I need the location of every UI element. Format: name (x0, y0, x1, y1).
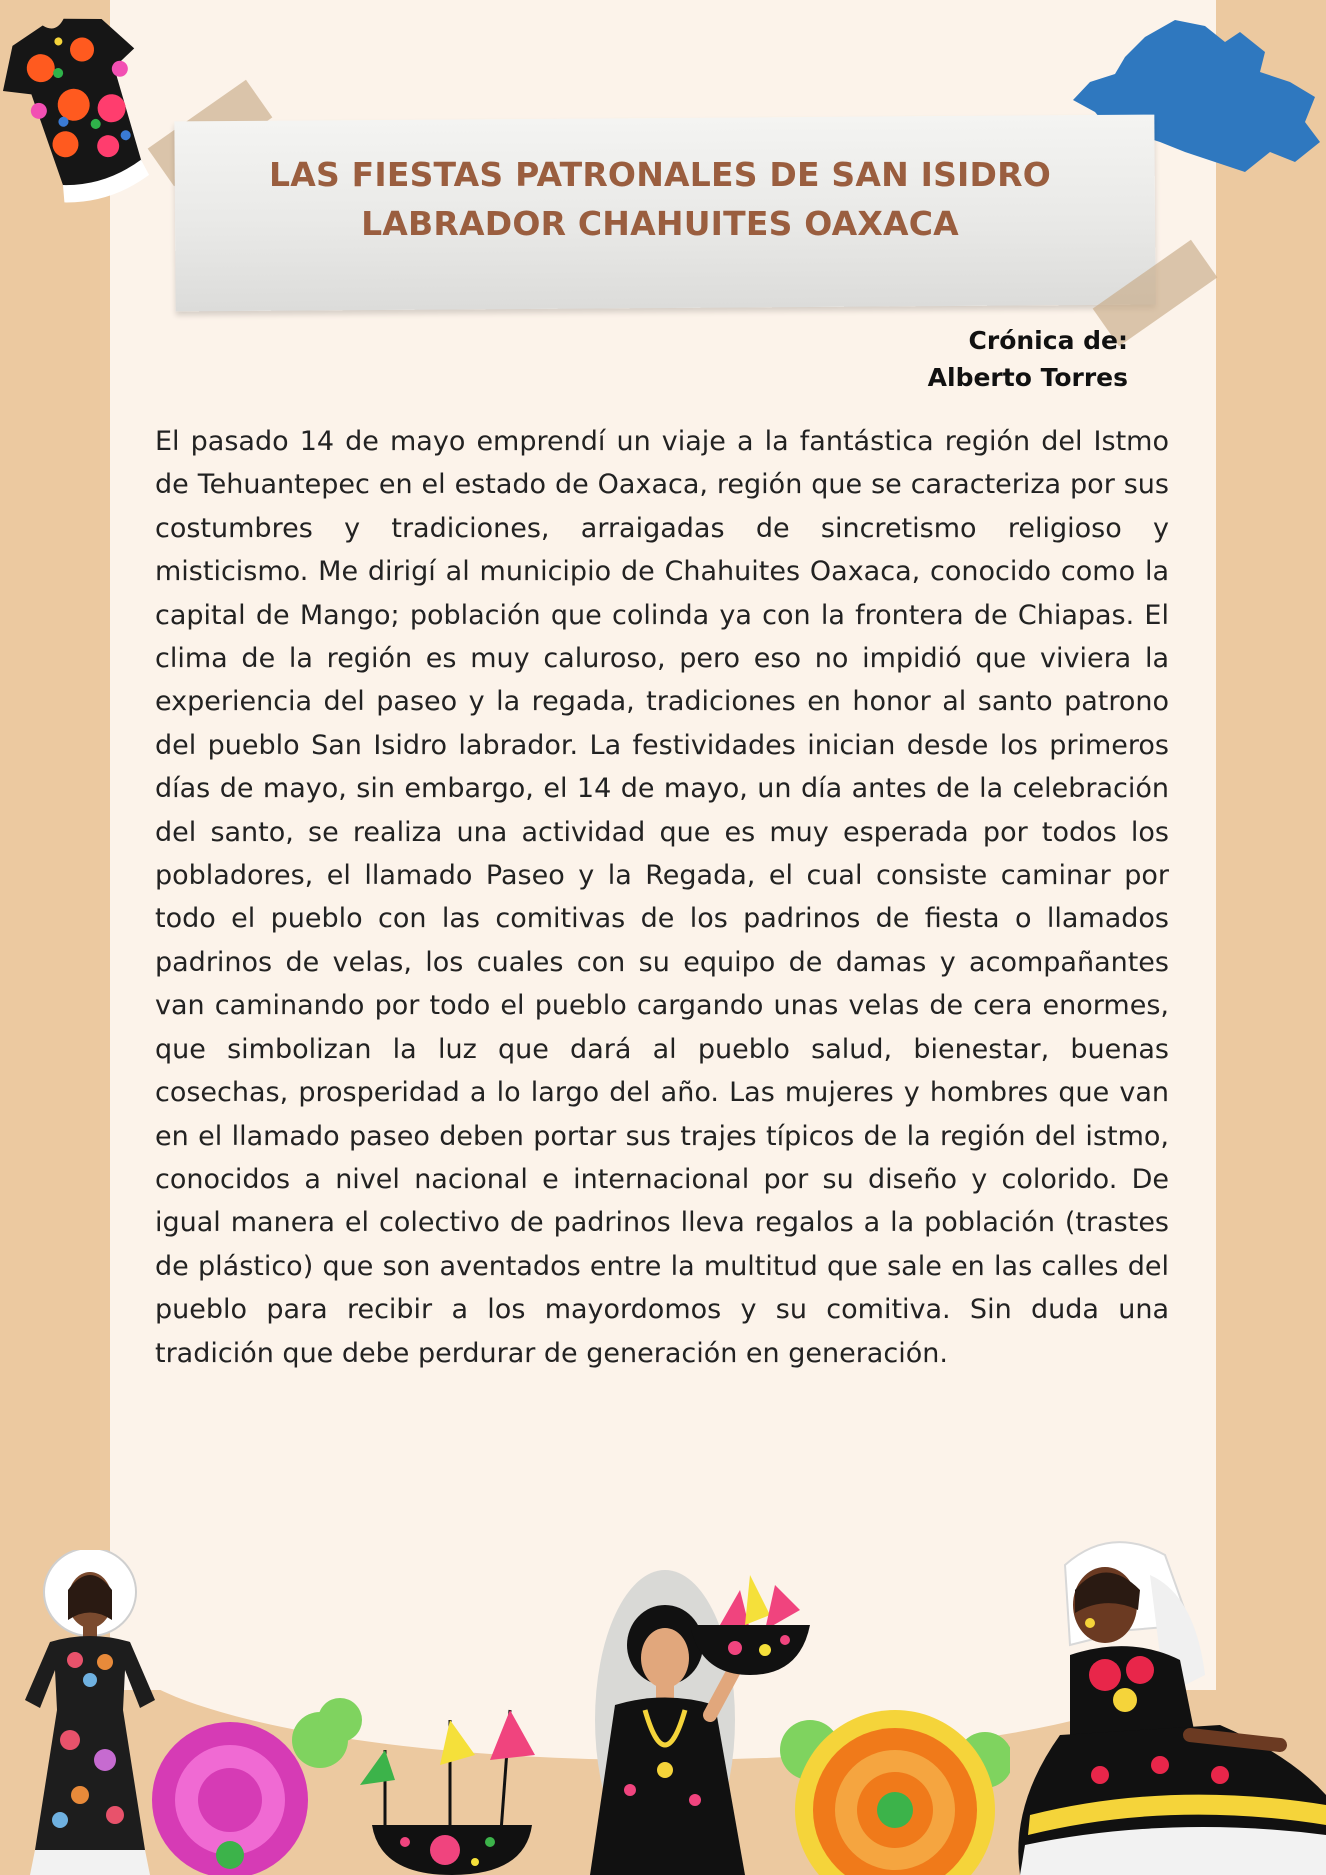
byline-label: Crónica de: (968, 326, 1128, 355)
title-line-1: LAS FIESTAS PATRONALES DE SAN ISIDRO (268, 155, 1051, 194)
body-text: El pasado 14 de mayo emprendí un viaje a la fantástica región del Istmo de Tehuantepec en el estado de Oaxaca, región que se caracteriza por sus costumbres y tradiciones, arraigadas de sincretismo religioso y misticismo. Me dirigí al municipio de Chahuites Oaxaca, conocido como la capital de Mango; población que colinda ya con la frontera de Chiapas. El clima de la región es muy caluroso, pero eso no impidió que viviera la experiencia del paseo y la regada, tradiciones en honor al santo patrono del pueblo San Isidro labrador. La festividades inician desde los primeros días de mayo, sin embargo, el 14 de mayo, un día antes de la celebración del santo, se realiza una actividad que es muy esperada por todos los pobladores, el llamado Paseo y la Regada, el cual consiste caminar por todo el pueblo con las comitivas de los padrinos de fiesta o llamados padrinos de velas, los cuales con su equipo de damas y acompañantes van caminando por todo el pueblo cargando unas velas de cera enormes, que simbolizan la luz que dará al pueblo salud, bienestar, buenas cosechas, prosperidad a lo largo del año. Las mujeres y hombres que van en el llamado paseo deben portar sus trajes típicos de la región del istmo, conocidos a nivel nacional e internacional por su diseño y colorido. De igual manera el colectivo de padrinos lleva regalos a la población (trastes de plástico) que son aventados entre la multitud que sale en las calles del pueblo para recibir a los mayordomos y su comitiva. Sin duda una tradición que debe perdurar de generación en generación. (155, 426, 1169, 1369)
byline-author: Alberto Torres (927, 363, 1128, 392)
document-title (210, 150, 1110, 248)
flower-bowl-icon (140, 1670, 580, 1875)
tehuana-dancer-icon (990, 1535, 1326, 1875)
orange-flower-icon (770, 1690, 1010, 1875)
title-line-2: LABRADOR CHAHUITES OAXACA (361, 204, 959, 243)
embroidered-dress-icon (0, 8, 165, 213)
byline (928, 322, 1128, 396)
